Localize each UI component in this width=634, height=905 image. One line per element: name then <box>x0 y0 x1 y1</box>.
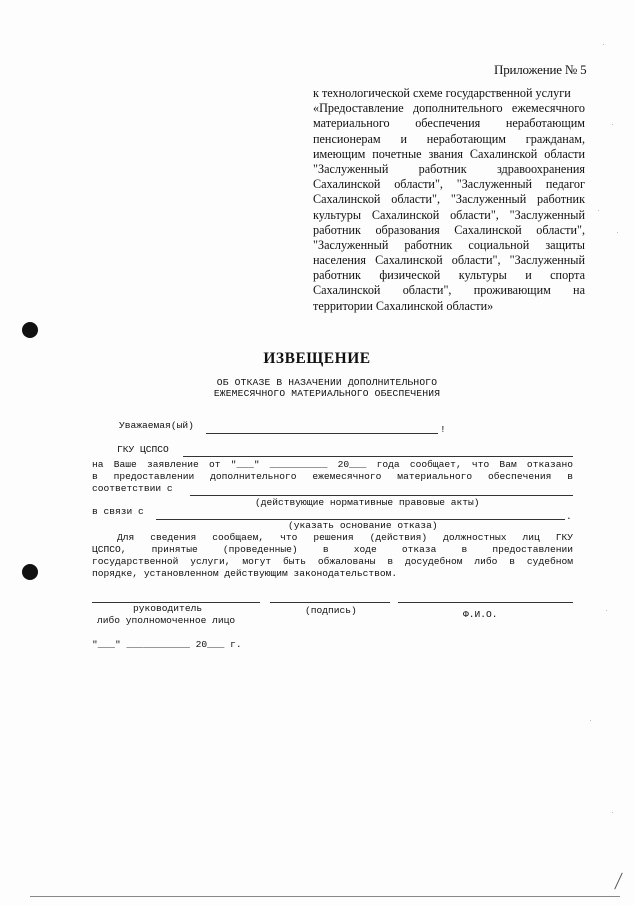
reference-line: культуры Сахалинской области", "Заслуженный <box>313 207 585 222</box>
document-subtitle: ЕЖЕМЕСЯЧНОГО МАТЕРИАЛЬНОГО ОБЕСПЕЧЕНИЯ <box>213 388 441 399</box>
signature-authorized-label: либо уполномоченное лицо <box>97 615 236 626</box>
reference-line: пенсионерам и неработающим гражданам, <box>313 131 585 146</box>
scan-speck <box>612 812 613 813</box>
appendix-label: Приложение № 5 <box>494 62 587 77</box>
signature-field[interactable] <box>270 602 390 603</box>
scan-speck <box>590 720 591 721</box>
scan-mark <box>614 873 623 890</box>
reference-line: «Предоставление дополнительного ежемесячного <box>313 101 585 116</box>
salutation-exclamation: ! <box>440 424 446 435</box>
accordance-label: соответствии с <box>92 483 173 494</box>
reason-period: . <box>566 511 572 522</box>
document-title: ИЗВЕЩЕНИЕ <box>263 350 371 367</box>
signature-sign-label: (подпись) <box>305 605 357 616</box>
reference-line: имеющим почетные звания Сахалинской области <box>313 146 585 161</box>
recipient-name-field[interactable] <box>206 433 438 434</box>
reference-line: работник образования Сахалинской области", <box>313 222 585 237</box>
org-label: ГКУ ЦСПСО <box>117 444 169 455</box>
legal-acts-field[interactable] <box>190 495 573 496</box>
signature-head-label: руководитель <box>133 603 203 614</box>
legal-acts-hint: (действующие нормативные правовые акты) <box>255 497 480 508</box>
page-bottom-edge <box>30 896 620 897</box>
reference-line: "Заслуженный работник здравоохранения <box>313 161 585 176</box>
reference-line: населения Сахалинской области", "Заслуженный <box>313 253 585 268</box>
info-text-line: порядке, установленном действующим законодательством. <box>92 568 398 579</box>
org-underline <box>183 456 573 457</box>
scan-speck <box>606 610 607 611</box>
provision-line: в предоставлении дополнительного ежемесячного материального обеспечения в <box>92 471 573 482</box>
signature-fio-field[interactable] <box>398 602 573 603</box>
signature-fio-label: Ф.И.О. <box>463 609 498 620</box>
scan-speck <box>617 232 618 233</box>
reference-line: к технологической схеме государственной услуги <box>313 86 571 100</box>
reason-hint: (указать основание отказа) <box>288 520 438 531</box>
info-text-line: государственной услуги, могут быть обжалованы в досудебном либо в судебном <box>92 556 573 567</box>
reference-line: материального обеспечения неработающим <box>313 116 585 131</box>
scan-speck <box>603 44 604 45</box>
info-text-line: Для сведения сообщаем, что решения (действия) должностных лиц ГКУ <box>117 532 573 543</box>
punch-hole-bottom <box>22 564 38 580</box>
reference-line: Сахалинской области", "Заслуженный педагог <box>313 177 585 192</box>
reference-block <box>313 86 585 314</box>
date-line: "___" ___________ 20___ г. <box>92 639 242 650</box>
punch-hole-top <box>22 322 38 338</box>
document-subtitle: ОБ ОТКАЗЕ В НАЗАЧЕНИИ ДОПОЛНИТЕЛЬНОГО <box>216 377 438 388</box>
salutation-label: Уважаемая(ый) <box>119 420 194 431</box>
reason-label: в связи с <box>92 506 144 517</box>
reference-line: "Заслуженный работник социальной защиты <box>313 237 585 252</box>
scan-speck <box>612 124 613 125</box>
reference-line: Сахалинской области", "Заслуженный работник <box>313 192 585 207</box>
info-text-line: ЦСПСО, принятые (проведенные) в ходе отказа в предоставлении <box>92 544 573 555</box>
reference-line: Сахалинской области", проживающим на <box>313 283 585 298</box>
reference-line: территории Сахалинской области» <box>313 298 494 313</box>
reference-line: работник физической культуры и спорта <box>313 268 585 283</box>
scan-speck <box>598 210 599 211</box>
statement-line: на Ваше заявление от "___" __________ 20___ года сообщает, что Вам отказано <box>92 459 573 470</box>
